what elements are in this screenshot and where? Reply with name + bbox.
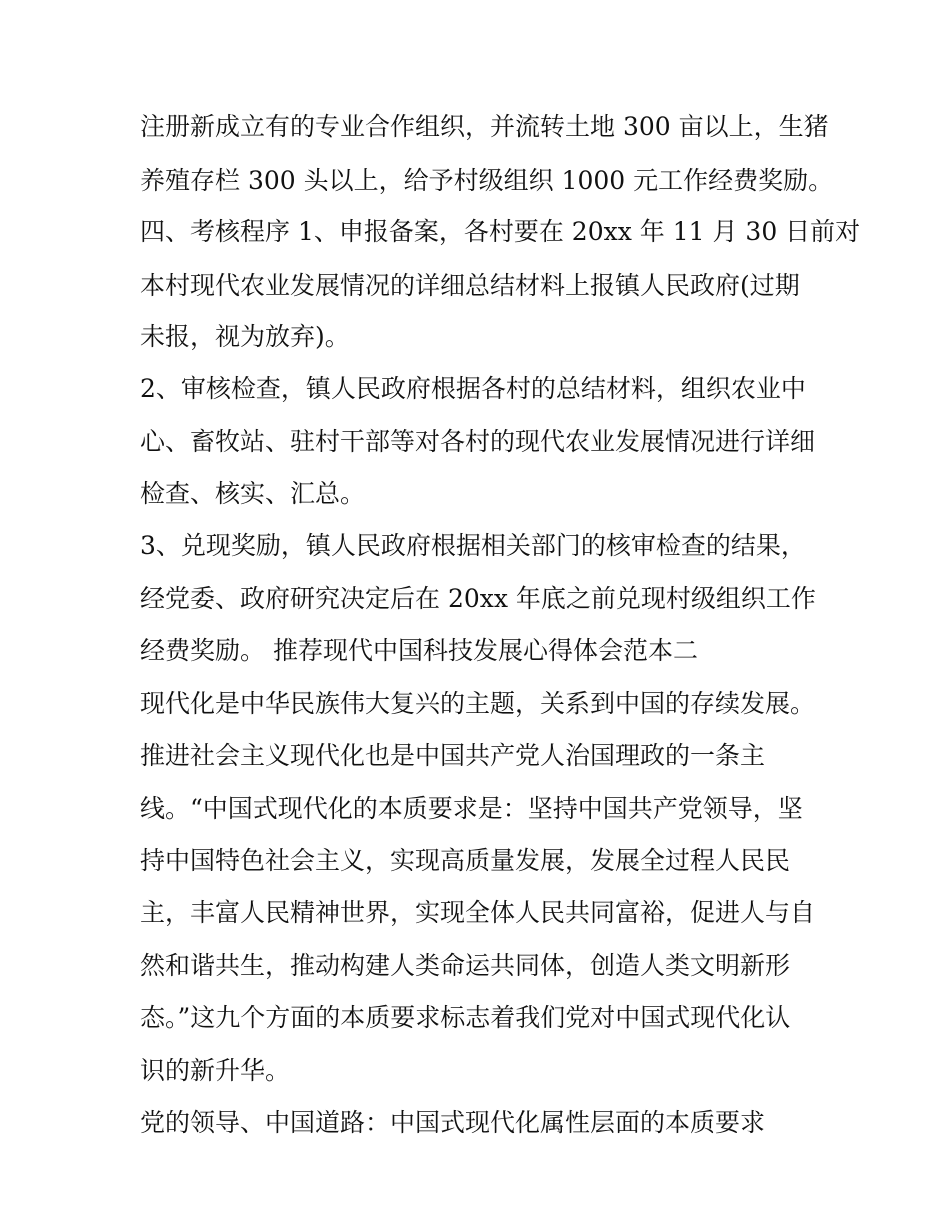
text-line: 心、畜牧站、驻村干部等对各村的现代农业发展情况进行详细 — [140, 427, 816, 456]
text-line: 线。“中国式现代化的本质要求是：坚持中国共产党领导，坚 — [140, 794, 803, 823]
text-line: 经党委、政府研究决定后在 20xx 年底之前兑现村级组织工作 — [140, 584, 816, 613]
text-line: 四、考核程序 1、申报备案，各村要在 20xx 年 11 月 30 日前对 — [140, 217, 861, 246]
text-line: 持中国特色社会主义，实现高质量发展，发展全过程人民民 — [140, 846, 791, 875]
text-line: 经费奖励。 推荐现代中国科技发展心得体会范本二 — [140, 636, 698, 665]
text-line: 未报，视为放弃)。 — [140, 322, 350, 351]
text-line: 2、审核检查，镇人民政府根据各村的总结材料，组织农业中 — [140, 374, 806, 403]
text-line: 3、兑现奖励，镇人民政府根据相关部门的核审检查的结果， — [140, 531, 806, 560]
text-line: 党的领导、中国道路：中国式现代化属性层面的本质要求 — [140, 1108, 766, 1137]
text-line: 主，丰富人民精神世界，实现全体人民共同富裕，促进人与自 — [140, 898, 816, 927]
text-line: 注册新成立有的专业合作组织，并流转土地 300 亩以上，生猪 — [140, 112, 829, 141]
text-line: 检查、核实、汇总。 — [140, 479, 366, 508]
text-line: 养殖存栏 300 头以上，给予村级组织 1000 元工作经费奖励。 — [140, 166, 834, 195]
text-line: 然和谐共生，推动构建人类命运共同体，创造人类文明新形 — [140, 951, 791, 980]
text-line: 现代化是中华民族伟大复兴的主题，关系到中国的存续发展。 — [140, 689, 816, 718]
text-line: 推进社会主义现代化也是中国共产党人治国理政的一条主 — [140, 741, 766, 770]
text-line: 本村现代农业发展情况的详细总结材料上报镇人民政府(过期 — [140, 271, 800, 300]
text-line: 态。”这九个方面的本质要求标志着我们党对中国式现代化认 — [140, 1003, 791, 1032]
text-line: 识的新升华。 — [140, 1056, 291, 1085]
